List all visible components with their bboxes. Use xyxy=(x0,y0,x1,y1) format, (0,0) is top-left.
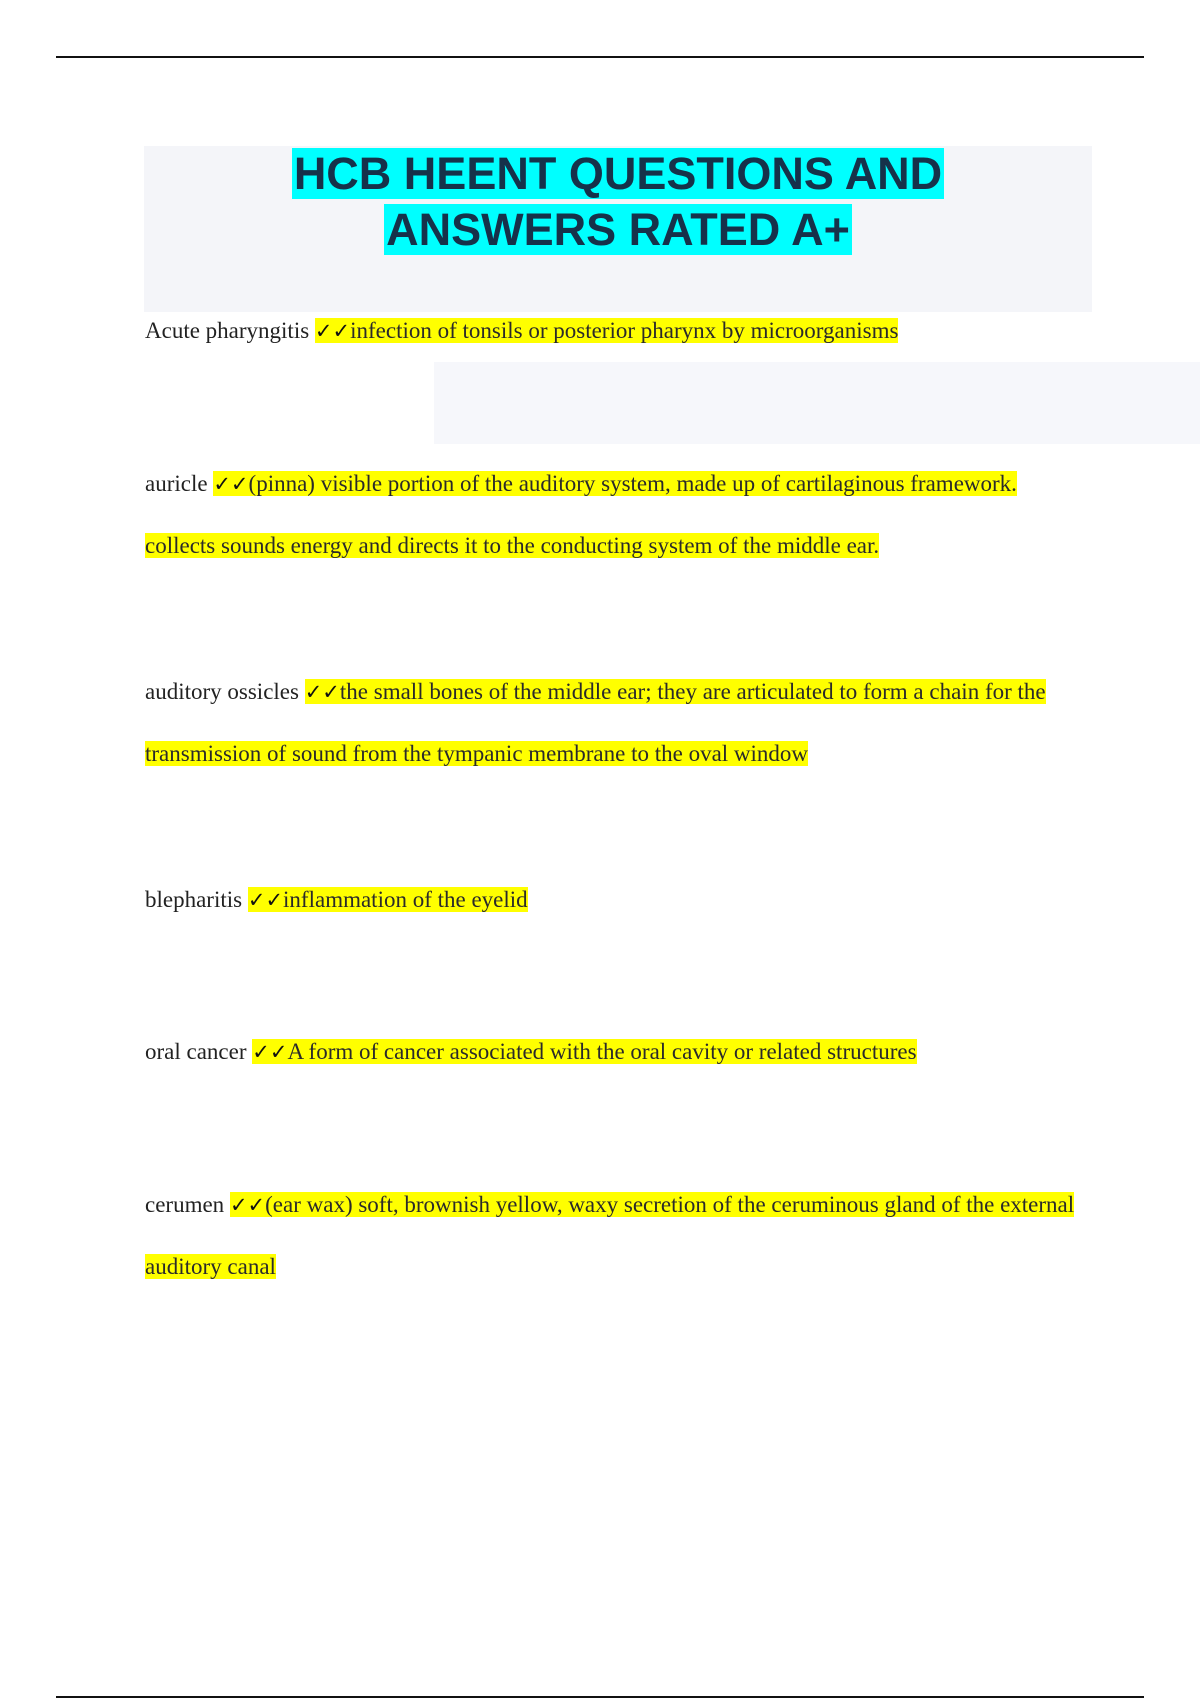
qa-entry-cerumen xyxy=(145,1174,1085,1297)
title-line-2: ANSWERS RATED A+ xyxy=(386,204,850,255)
entry-definition: infection of tonsils or posterior pharynx by microorganisms xyxy=(350,318,899,343)
entry-answer xyxy=(145,1192,1074,1279)
double-check-icon: ✓✓ xyxy=(229,1193,266,1217)
entry-term: auditory ossicles xyxy=(145,679,299,704)
qa-entry-acute-pharyngitis xyxy=(145,300,1085,362)
entry-definition: A form of cancer associated with the oral cavity or related structures xyxy=(287,1039,917,1064)
double-check-icon: ✓✓ xyxy=(247,888,284,912)
entry-term: auricle xyxy=(145,471,208,496)
entry-term: oral cancer xyxy=(145,1039,247,1064)
title-line-1: HCB HEENT QUESTIONS AND xyxy=(293,148,943,199)
entry-definition: the small bones of the middle ear; they are articulated to form a chain for the transmission of sound from the tympanic membrane to the oval window xyxy=(145,679,1046,766)
entry-answer xyxy=(252,1039,916,1064)
entry-term: Acute pharyngitis xyxy=(145,318,310,343)
qa-entry-auricle xyxy=(145,453,1085,576)
double-check-icon: ✓✓ xyxy=(314,319,351,343)
qa-entry-oral-cancer xyxy=(145,1021,1085,1083)
double-check-icon: ✓✓ xyxy=(213,472,249,496)
entry-answer xyxy=(145,471,1017,558)
double-check-icon: ✓✓ xyxy=(304,680,340,704)
entry-answer xyxy=(315,318,899,343)
top-rule xyxy=(56,56,1144,58)
document-title xyxy=(144,146,1092,258)
entry-term: cerumen xyxy=(145,1192,225,1217)
entry-definition: (ear wax) soft, brownish yellow, waxy secretion of the ceruminous gland of the external auditory canal xyxy=(145,1192,1075,1279)
qa-entry-auditory-ossicles xyxy=(145,661,1085,784)
bottom-rule xyxy=(56,1696,1144,1698)
qa-entry-blepharitis xyxy=(145,869,1085,931)
entry-definition: (pinna) visible portion of the auditory system, made up of cartilaginous framework. collects sounds energy and directs it to the conducting system of the middle ear. xyxy=(145,471,1017,558)
entry-definition: inflammation of the eyelid xyxy=(283,887,528,912)
entry-answer xyxy=(248,887,528,912)
double-check-icon: ✓✓ xyxy=(252,1040,288,1064)
background-band xyxy=(434,362,1200,444)
entry-term: blepharitis xyxy=(145,887,243,912)
